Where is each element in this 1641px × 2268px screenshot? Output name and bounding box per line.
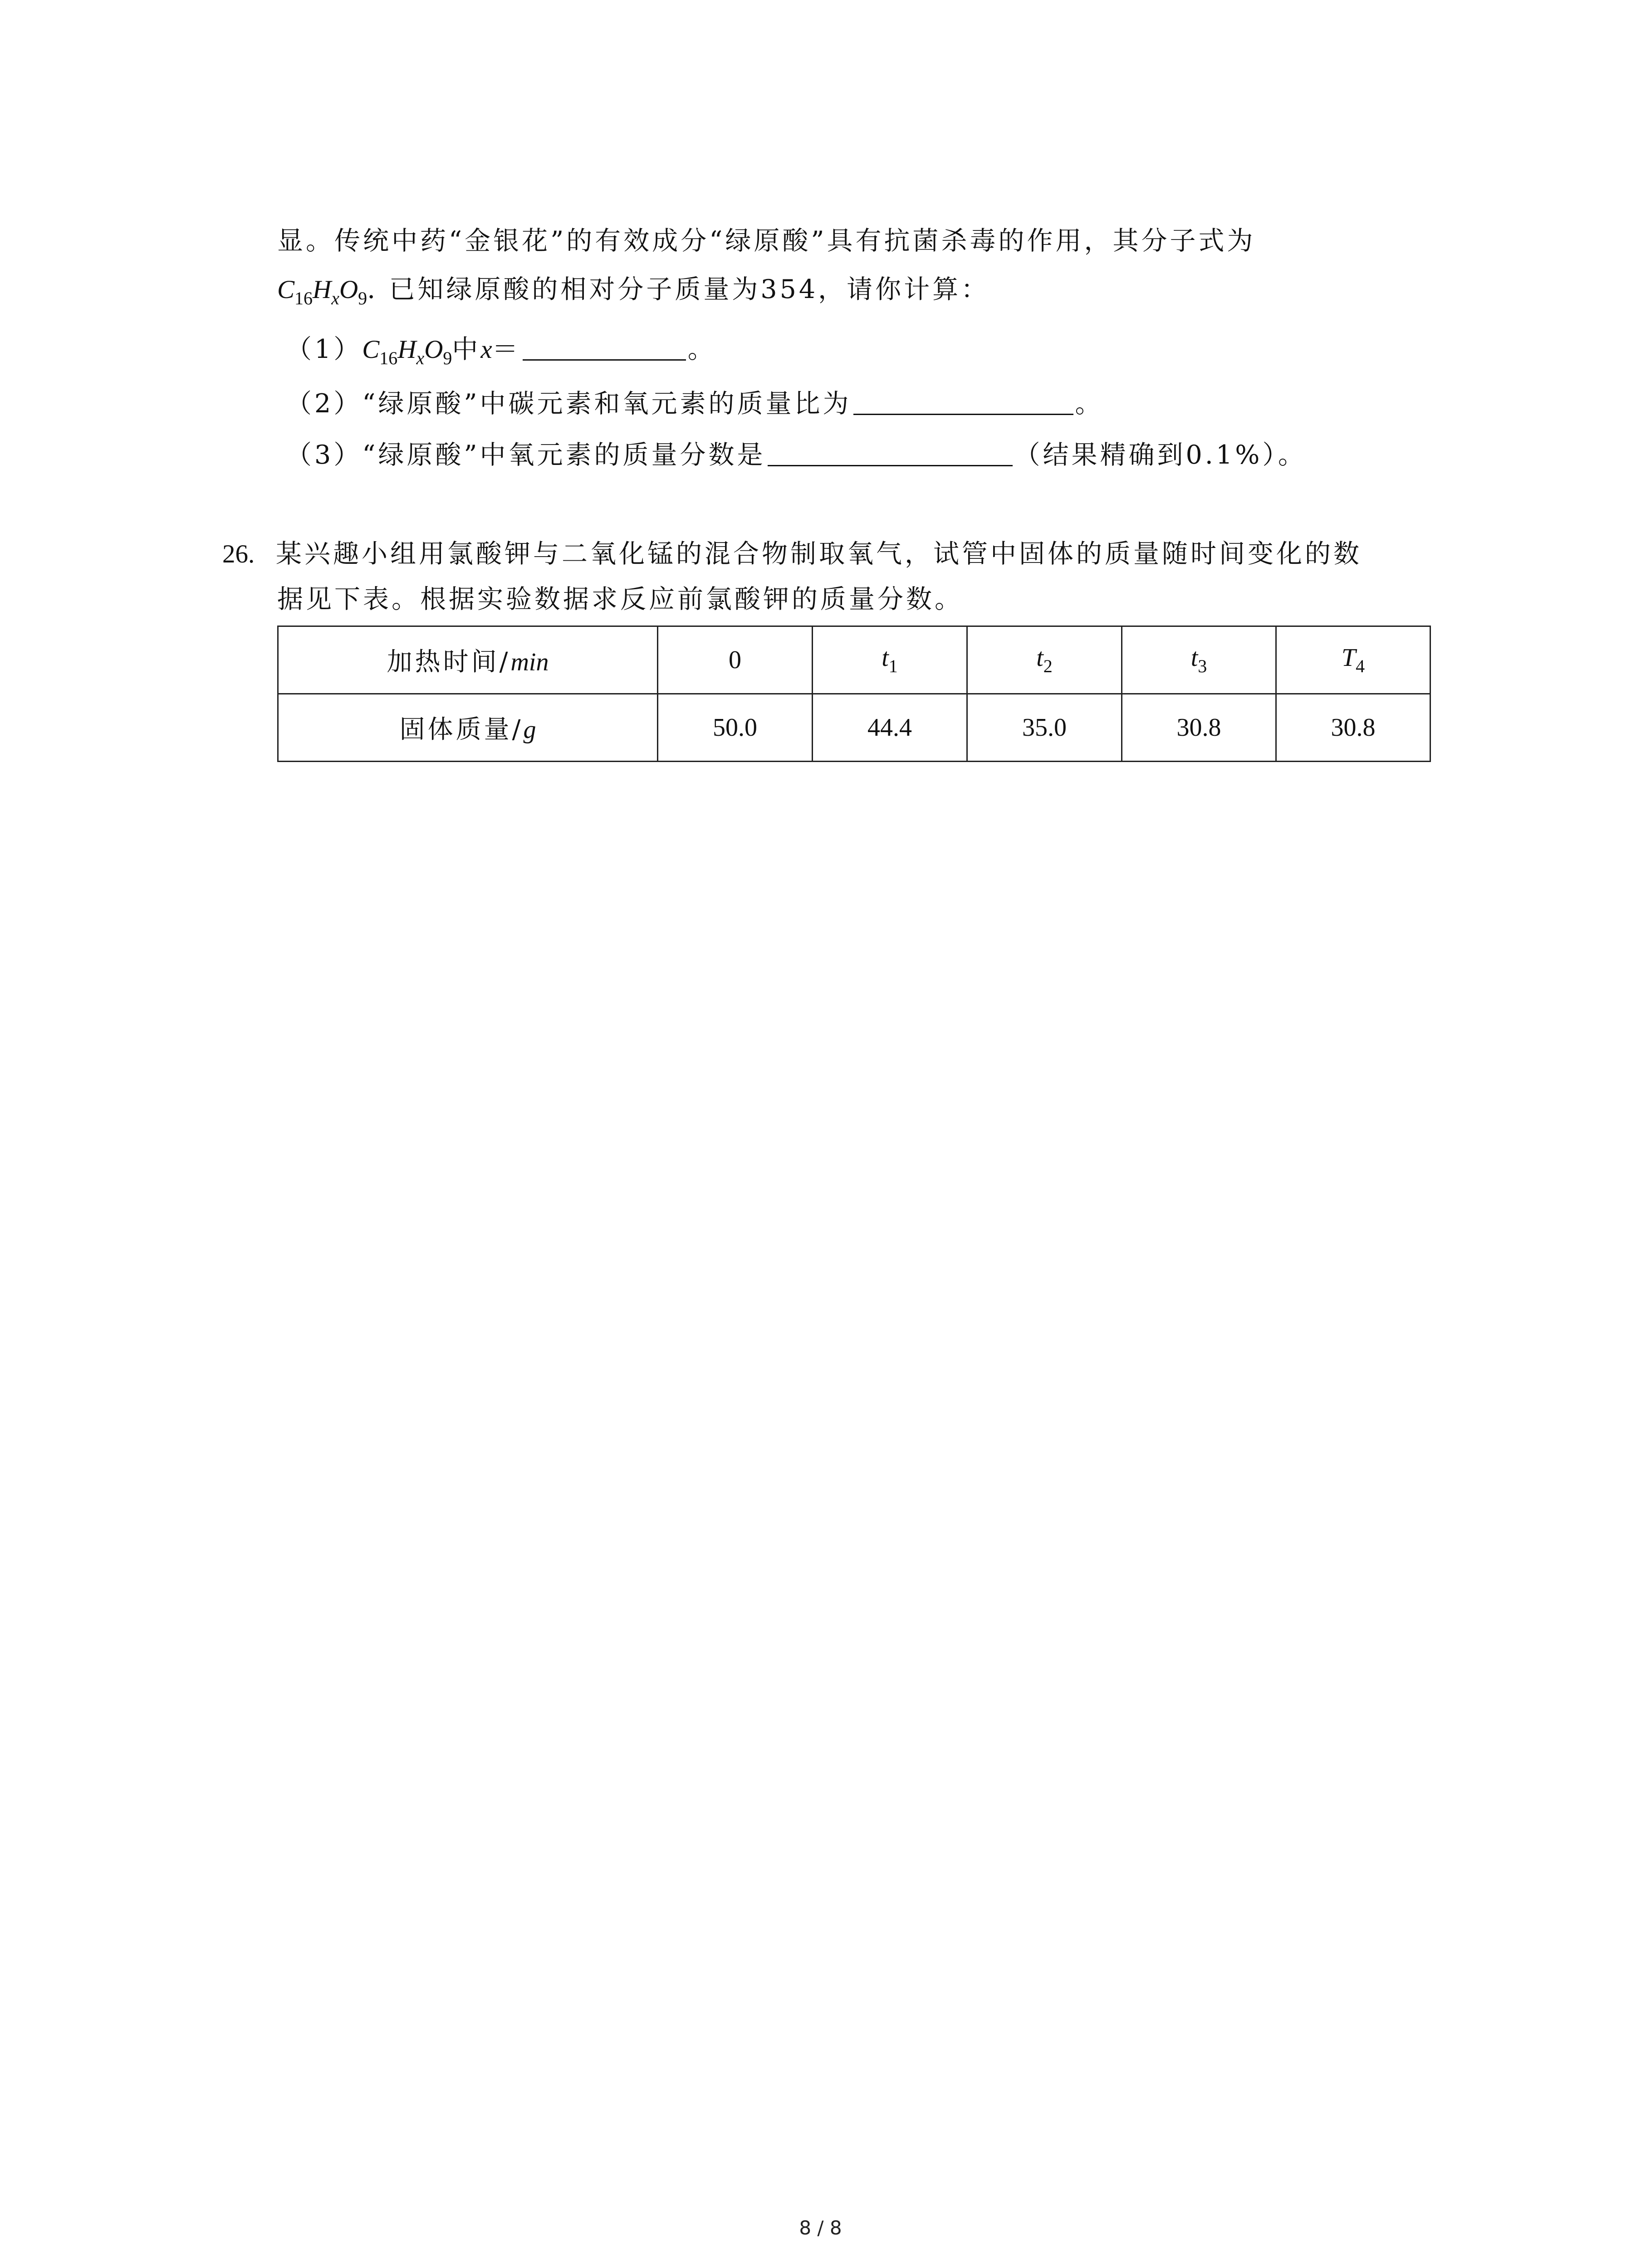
q26-line1: 26. 某兴趣小组用氯酸钾与二氧化锰的混合物制取氧气，试管中固体的质量随时间变化的数 <box>222 539 1362 569</box>
table-cell-t2: $t_2$ <box>967 626 1122 694</box>
answer-blank-3[interactable] <box>768 443 1013 466</box>
q25-intro-line2 <box>277 274 990 308</box>
heating-data-table <box>277 626 1431 762</box>
q26-number: 26. <box>222 540 255 568</box>
table-cell-mass: 50.0 <box>658 694 813 762</box>
table-row <box>278 626 1430 694</box>
table-cell-mass: 44.4 <box>813 694 967 762</box>
table-cell-time-0: 0 <box>658 626 813 694</box>
page-number: 8 / 8 <box>799 2217 842 2239</box>
table-row <box>278 694 1430 762</box>
q26-line2: 据见下表。根据实验数据求反应前氯酸钾的质量分数。 <box>277 584 963 614</box>
table-cell-t1: $t_1$ <box>813 626 967 694</box>
q25-intro-line2-text: . 已知绿原酸的相对分子质量为354，请你计算： <box>367 274 990 304</box>
q25-sub3: （3）“绿原酸”中氧元素的质量分数是 （结果精确到0.1%）。 <box>286 440 1307 470</box>
table-cell-mass: 35.0 <box>967 694 1122 762</box>
q25-intro-line1 <box>277 228 1256 254</box>
table-header-mass: 固体质量/g <box>278 694 658 762</box>
table-cell-mass: 30.8 <box>1276 694 1430 762</box>
q25-intro-line1-text: 显。传统中药“金银花”的有效成分“绿原酸”具有抗菌杀毒的作用，其分子式为 <box>277 226 1256 256</box>
q25-sub2: （2）“绿原酸”中碳元素和氧元素的质量比为 。 <box>286 389 1104 419</box>
q25-sub1: $(1)C_{16}H_xO_9$中x＝ 。 <box>286 334 716 368</box>
answer-blank-2[interactable] <box>853 392 1073 415</box>
answer-blank-1[interactable] <box>523 337 686 361</box>
table-cell-mass: 30.8 <box>1122 694 1276 762</box>
formula-in-sub1: $C_{16}H_xO_9$ <box>362 335 452 368</box>
table-cell-t3: $t_3$ <box>1122 626 1276 694</box>
table-cell-T4: $T_4$ <box>1276 626 1430 694</box>
formula-chlorogenic-acid: $C_{16}H_xO_9$ <box>277 275 367 308</box>
table-header-time: 加热时间/min <box>278 626 658 694</box>
